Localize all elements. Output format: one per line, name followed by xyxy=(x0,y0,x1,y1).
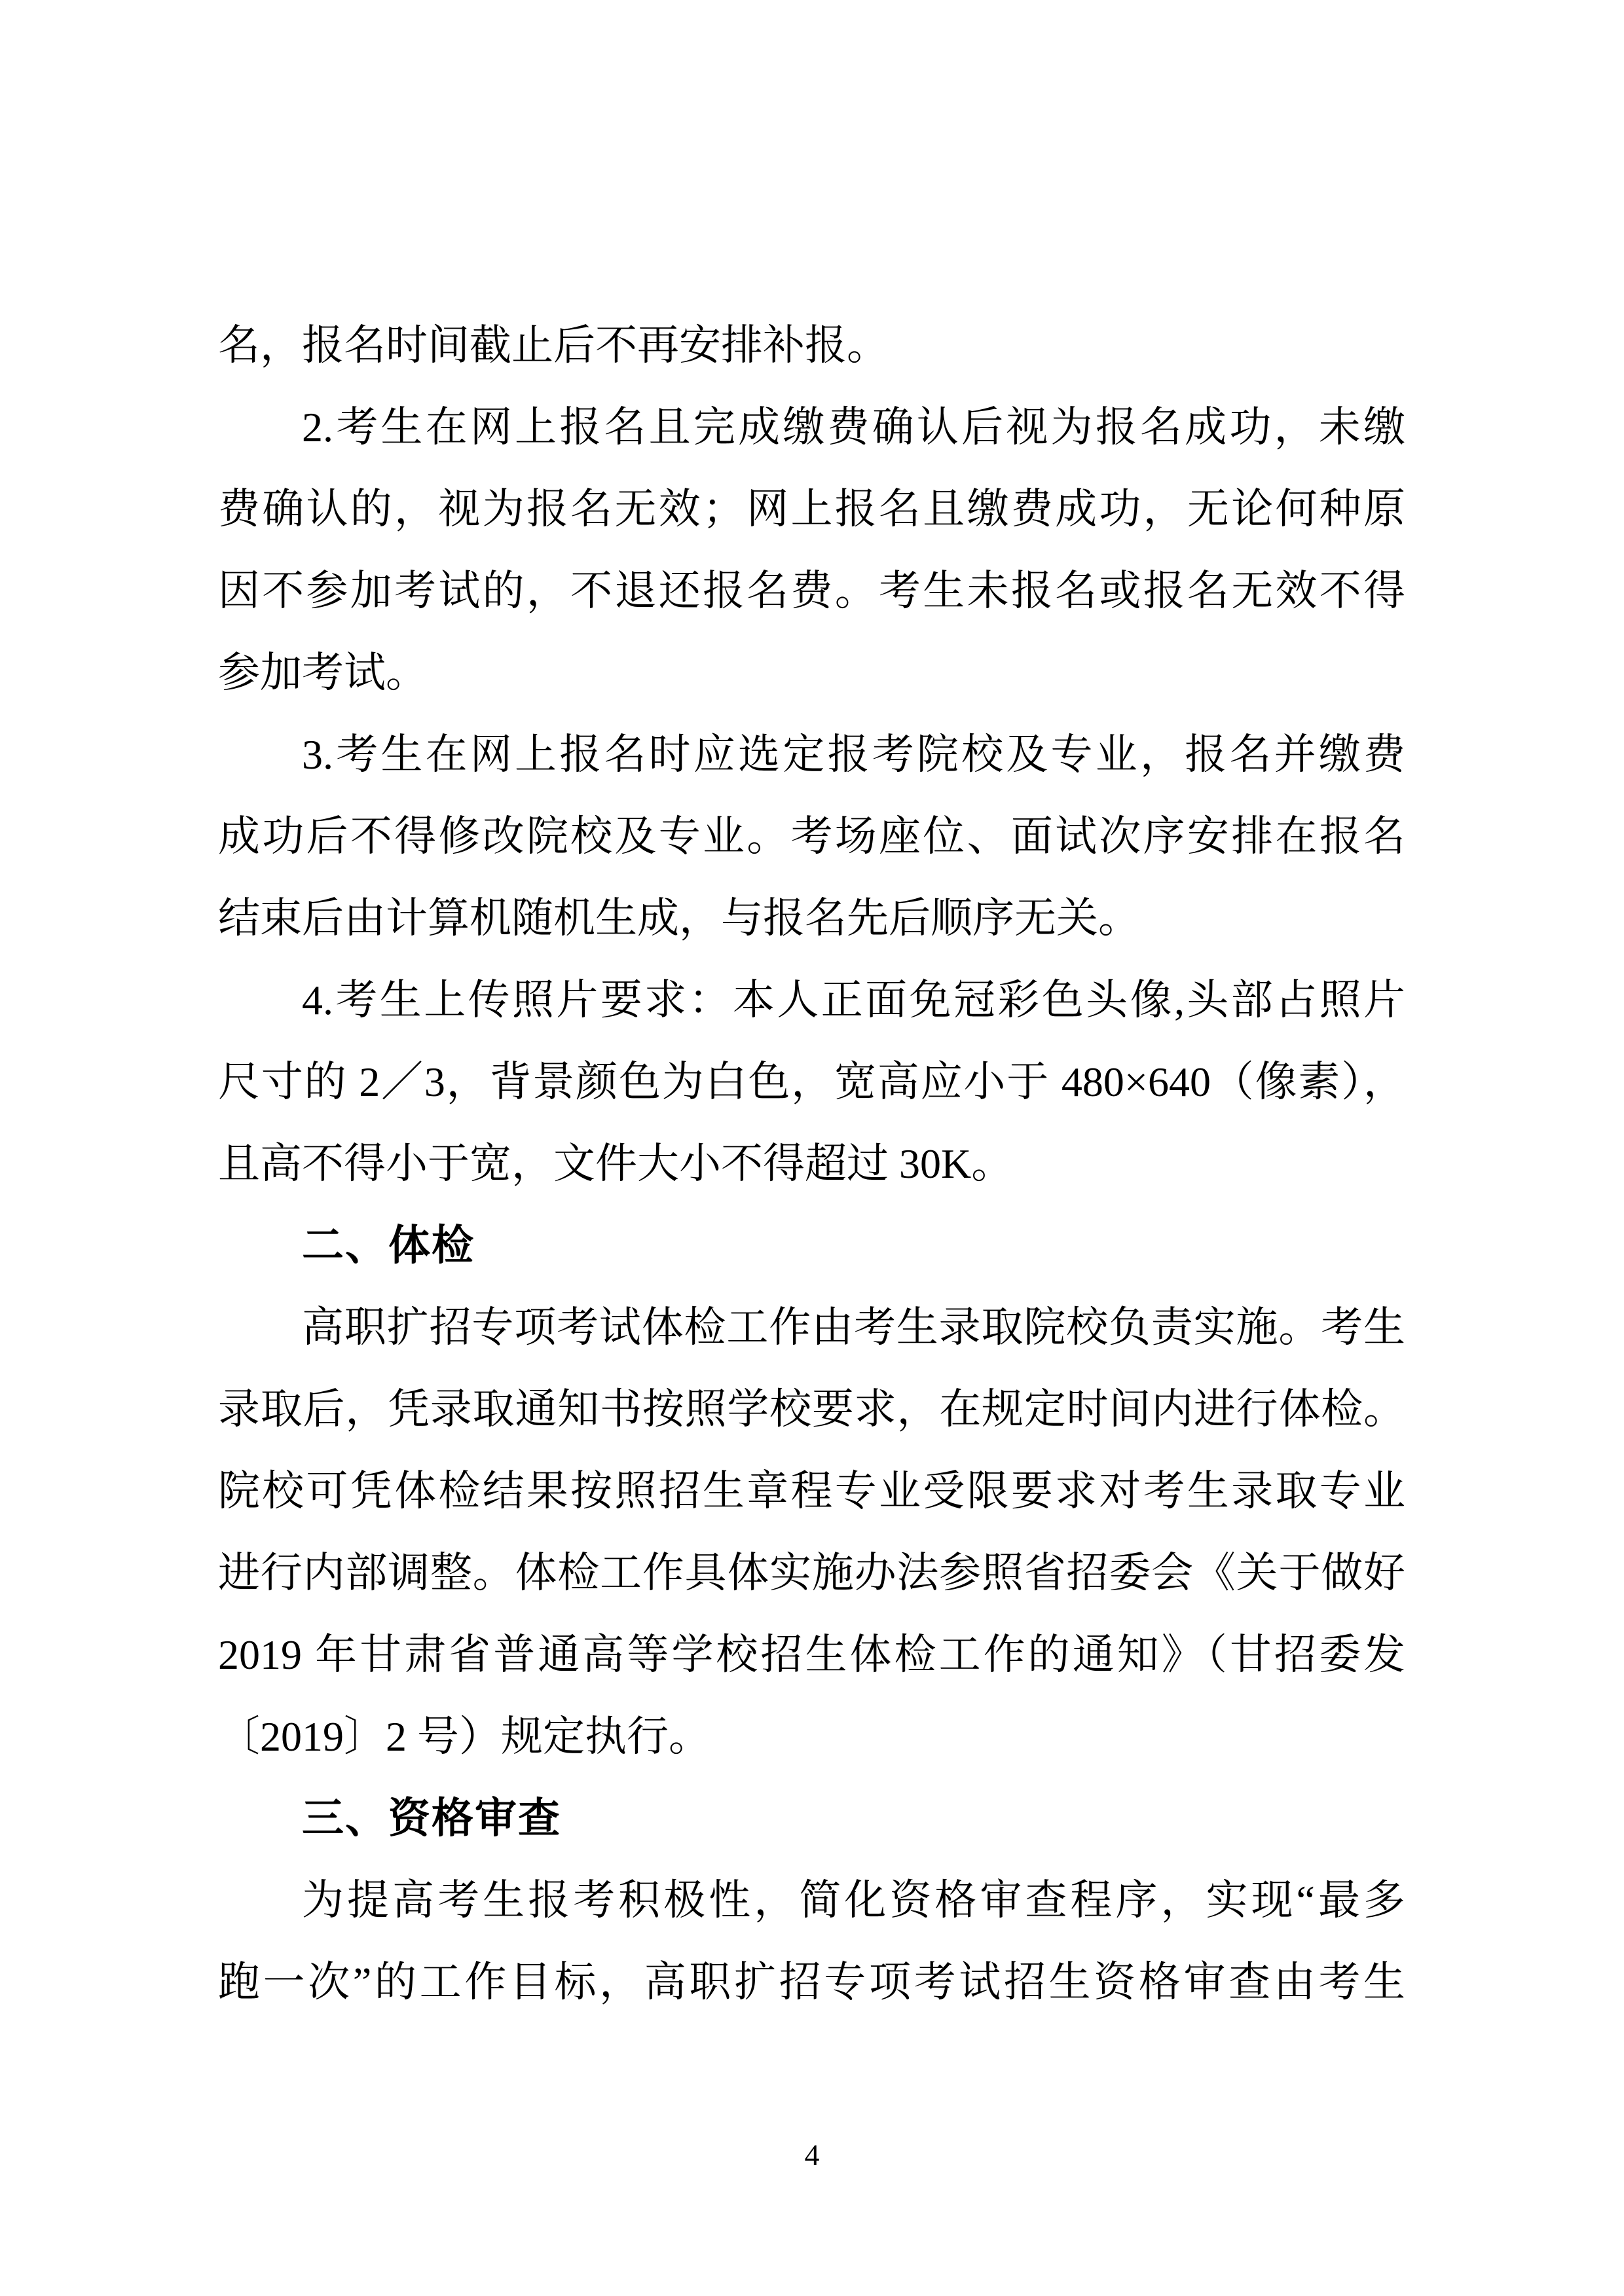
text-line: 4.考生上传照片要求：本人正面免冠彩色头像,头部占照片 xyxy=(302,977,1405,1023)
text-line: 2019 年甘肃省普通高等学校招生体检工作的通知》（甘招委发 xyxy=(218,1631,1405,1678)
section-heading-physical-exam: 二、体检 xyxy=(302,1222,475,1269)
section-heading-qualification-review: 三、资格审查 xyxy=(302,1795,561,1842)
page-number: 4 xyxy=(804,2138,820,2172)
text-line: 且高不得小于宽，文件大小不得超过 30K。 xyxy=(218,1140,1014,1187)
text-line: 费确认的，视为报名无效；网上报名且缴费成功，无论何种原 xyxy=(218,486,1405,532)
text-line: 因不参加考试的，不退还报名费。考生未报名或报名无效不得 xyxy=(218,568,1405,614)
text-line: 院校可凭体检结果按照招生章程专业受限要求对考生录取专业 xyxy=(218,1468,1405,1514)
text-line: 名，报名时间截止后不再安排补报。 xyxy=(218,322,889,369)
document-body xyxy=(218,304,1405,2023)
text-line: 为提高考生报考积极性，简化资格审查程序，实现“最多 xyxy=(302,1877,1405,1923)
text-line: 成功后不得修改院校及专业。考场座位、面试次序安排在报名 xyxy=(218,813,1405,860)
text-line: 3.考生在网上报名时应选定报考院校及专业，报名并缴费 xyxy=(302,731,1405,778)
text-line: 2.考生在网上报名且完成缴费确认后视为报名成功，未缴 xyxy=(302,404,1405,450)
text-line: 尺寸的 2／3，背景颜色为白色，宽高应小于 480×640（像素）， xyxy=(218,1059,1405,1105)
text-line: 进行内部调整。体检工作具体实施办法参照省招委会《关于做好 xyxy=(218,1550,1405,1596)
text-line: 参加考试。 xyxy=(218,649,428,696)
text-line: 录取后，凭录取通知书按照学校要求，在规定时间内进行体检。 xyxy=(218,1386,1405,1432)
text-line: 高职扩招专项考试体检工作由考生录取院校负责实施。考生 xyxy=(302,1304,1405,1351)
text-line: 结束后由计算机随机生成，与报名先后顺序无关。 xyxy=(218,895,1140,941)
text-line: 〔2019〕2 号）规定执行。 xyxy=(218,1713,710,1760)
text-line: 跑一次”的工作目标，高职扩招专项考试招生资格审查由考生 xyxy=(218,1959,1405,2005)
